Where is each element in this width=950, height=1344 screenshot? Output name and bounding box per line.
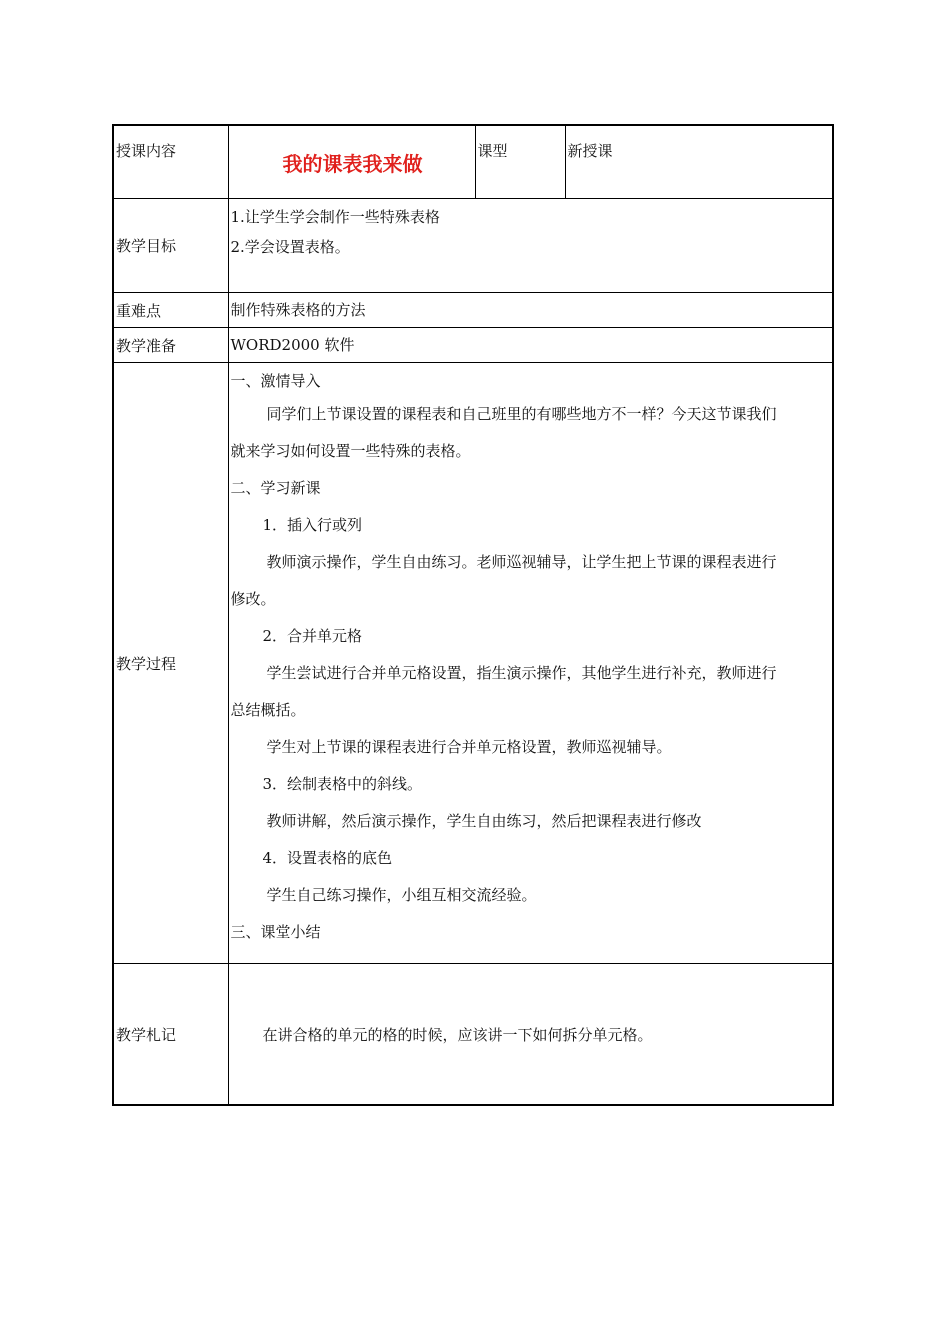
label-notes: 教学札记 bbox=[113, 964, 228, 1106]
value-key-points: 制作特殊表格的方法 bbox=[228, 293, 833, 328]
process-line: 学生尝试进行合并单元格设置，指生演示操作，其他学生进行补充，教师进行 bbox=[266, 664, 777, 682]
label-type: 课型 bbox=[475, 125, 565, 199]
row-preparation bbox=[113, 328, 833, 363]
process-line: 教师讲解，然后演示操作，学生自由练习，然后把课程表进行修改 bbox=[266, 812, 702, 830]
value-process bbox=[228, 363, 833, 964]
value-preparation: WORD2000 软件 bbox=[228, 328, 833, 363]
row-process bbox=[113, 363, 833, 964]
row-key-points bbox=[113, 293, 833, 328]
process-line: 3．绘制表格中的斜线。 bbox=[262, 775, 423, 793]
process-line: 二、学习新课 bbox=[230, 479, 321, 497]
process-line: 同学们上节课设置的课程表和自己班里的有哪些地方不一样？今天这节课我们 bbox=[266, 405, 777, 423]
process-line: 1．插入行或列 bbox=[262, 516, 363, 534]
process-line: 修改。 bbox=[230, 590, 276, 608]
process-line: 三、课堂小结 bbox=[230, 923, 321, 941]
process-line: 总结概括。 bbox=[230, 701, 306, 719]
process-line: 学生自己练习操作，小组互相交流经验。 bbox=[266, 886, 537, 904]
row-goals bbox=[113, 199, 833, 293]
label-goals: 教学目标 bbox=[113, 199, 228, 293]
lesson-plan-table bbox=[112, 124, 834, 1106]
process-line: 2．合并单元格 bbox=[262, 627, 363, 645]
goal-item: 2.学会设置表格。 bbox=[230, 238, 350, 256]
label-preparation: 教学准备 bbox=[113, 328, 228, 363]
row-content bbox=[113, 125, 833, 199]
value-type: 新授课 bbox=[565, 125, 833, 199]
value-goals bbox=[228, 199, 833, 293]
lesson-title: 我的课表我来做 bbox=[282, 151, 423, 176]
process-line: 就来学习如何设置一些特殊的表格。 bbox=[230, 442, 471, 460]
process-line: 学生对上节课的课程表进行合并单元格设置，教师巡视辅导。 bbox=[266, 738, 672, 756]
label-key-points: 重难点 bbox=[113, 293, 228, 328]
process-line: 教师演示操作，学生自由练习。老师巡视辅导，让学生把上节课的课程表进行 bbox=[266, 553, 777, 571]
label-content: 授课内容 bbox=[113, 125, 228, 199]
lesson-title-cell bbox=[228, 125, 475, 199]
goal-item: 1.让学生学会制作一些特殊表格 bbox=[230, 208, 440, 226]
value-notes: 在讲合格的单元的格的时候，应该讲一下如何拆分单元格。 bbox=[228, 964, 833, 1106]
label-process: 教学过程 bbox=[113, 363, 228, 964]
process-line: 4．设置表格的底色 bbox=[262, 849, 393, 867]
process-line: 一、激情导入 bbox=[230, 372, 321, 390]
row-notes bbox=[113, 964, 833, 1106]
